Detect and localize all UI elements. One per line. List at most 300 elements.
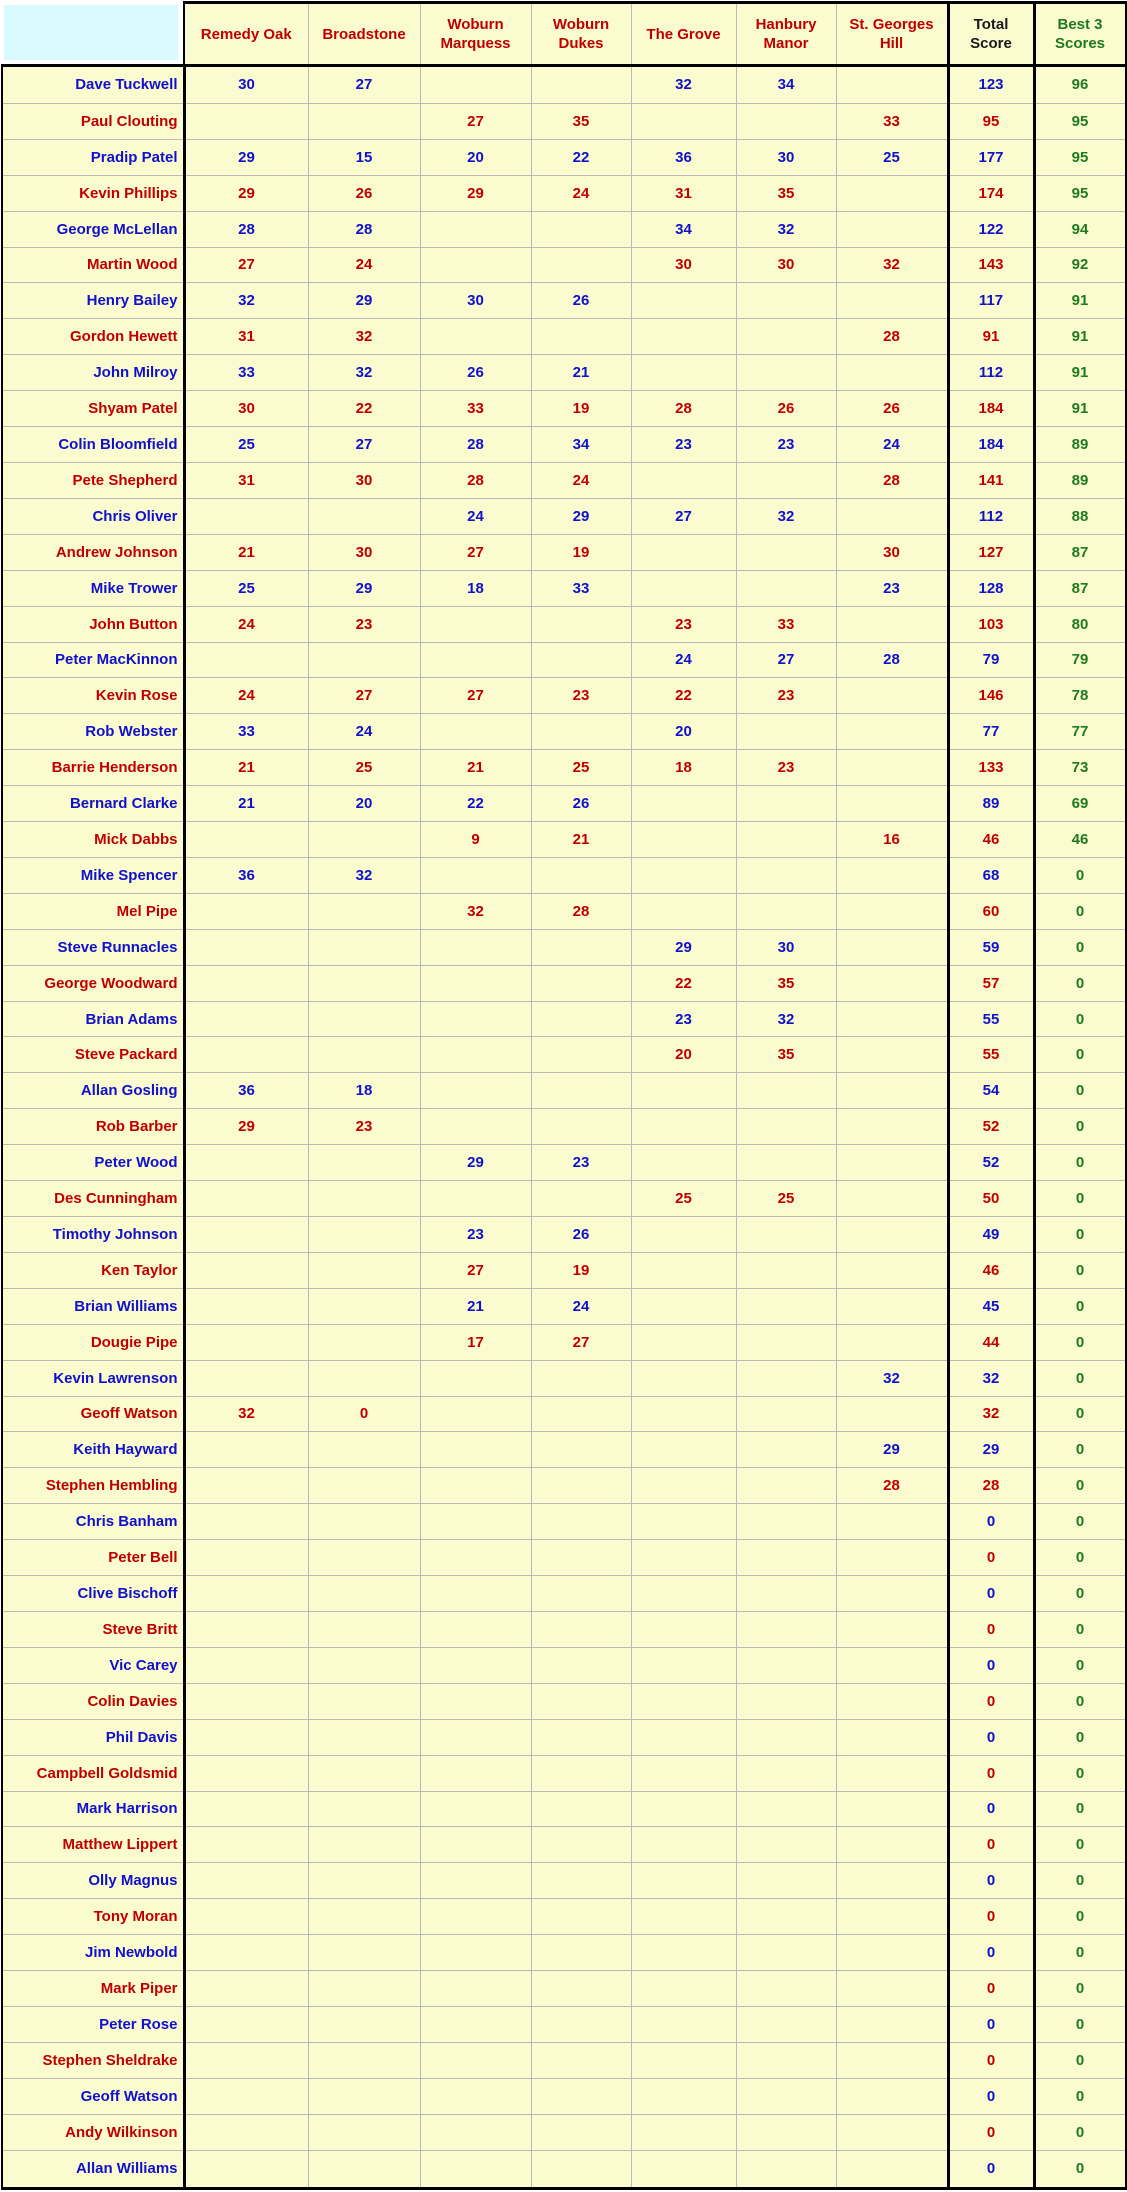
player-name-cell[interactable]: Gordon Hewett bbox=[2, 319, 184, 355]
score-cell[interactable] bbox=[184, 642, 308, 678]
score-cell[interactable]: 25 bbox=[184, 570, 308, 606]
score-cell[interactable] bbox=[308, 1899, 420, 1935]
score-cell[interactable] bbox=[308, 1432, 420, 1468]
score-cell[interactable]: 27 bbox=[308, 678, 420, 714]
best3-score-cell[interactable]: 0 bbox=[1034, 1576, 1126, 1612]
score-cell[interactable] bbox=[531, 1109, 631, 1145]
player-name-cell[interactable]: Brian Adams bbox=[2, 1001, 184, 1037]
score-cell[interactable]: 26 bbox=[308, 175, 420, 211]
best3-score-cell[interactable]: 89 bbox=[1034, 462, 1126, 498]
score-cell[interactable]: 19 bbox=[531, 534, 631, 570]
total-score-cell[interactable]: 60 bbox=[948, 893, 1034, 929]
player-name-cell[interactable]: Des Cunningham bbox=[2, 1181, 184, 1217]
score-cell[interactable] bbox=[308, 1935, 420, 1971]
score-cell[interactable] bbox=[184, 2150, 308, 2188]
score-cell[interactable] bbox=[308, 1504, 420, 1540]
best3-score-cell[interactable]: 0 bbox=[1034, 1396, 1126, 1432]
score-cell[interactable] bbox=[420, 1791, 531, 1827]
score-cell[interactable] bbox=[420, 1504, 531, 1540]
player-name-cell[interactable]: Chris Oliver bbox=[2, 498, 184, 534]
score-cell[interactable]: 29 bbox=[308, 283, 420, 319]
score-cell[interactable] bbox=[531, 714, 631, 750]
score-cell[interactable]: 23 bbox=[308, 1109, 420, 1145]
total-score-cell[interactable]: 55 bbox=[948, 1001, 1034, 1037]
score-cell[interactable]: 24 bbox=[631, 642, 736, 678]
best3-score-cell[interactable]: 0 bbox=[1034, 1073, 1126, 1109]
score-cell[interactable] bbox=[836, 1109, 948, 1145]
score-cell[interactable]: 23 bbox=[631, 606, 736, 642]
score-cell[interactable]: 27 bbox=[420, 678, 531, 714]
score-cell[interactable] bbox=[736, 2078, 836, 2114]
best3-score-cell[interactable]: 0 bbox=[1034, 893, 1126, 929]
score-cell[interactable] bbox=[308, 1181, 420, 1217]
score-cell[interactable] bbox=[836, 786, 948, 822]
total-score-cell[interactable]: 52 bbox=[948, 1145, 1034, 1181]
score-cell[interactable] bbox=[531, 1001, 631, 1037]
score-cell[interactable] bbox=[736, 1252, 836, 1288]
score-cell[interactable] bbox=[631, 893, 736, 929]
player-name-cell[interactable]: Steve Packard bbox=[2, 1037, 184, 1073]
score-cell[interactable] bbox=[308, 1540, 420, 1576]
score-cell[interactable]: 29 bbox=[308, 570, 420, 606]
best3-score-cell[interactable]: 96 bbox=[1034, 66, 1126, 104]
score-cell[interactable] bbox=[836, 1899, 948, 1935]
best3-score-cell[interactable]: 95 bbox=[1034, 103, 1126, 139]
score-cell[interactable] bbox=[531, 1647, 631, 1683]
player-name-cell[interactable]: Colin Davies bbox=[2, 1683, 184, 1719]
score-cell[interactable] bbox=[836, 1324, 948, 1360]
score-cell[interactable]: 30 bbox=[836, 534, 948, 570]
score-cell[interactable]: 28 bbox=[836, 462, 948, 498]
best3-score-cell[interactable]: 92 bbox=[1034, 247, 1126, 283]
score-cell[interactable] bbox=[836, 893, 948, 929]
score-cell[interactable]: 32 bbox=[736, 498, 836, 534]
score-cell[interactable] bbox=[420, 1935, 531, 1971]
score-cell[interactable] bbox=[736, 1540, 836, 1576]
score-cell[interactable]: 33 bbox=[184, 714, 308, 750]
total-score-cell[interactable]: 44 bbox=[948, 1324, 1034, 1360]
score-cell[interactable] bbox=[531, 1396, 631, 1432]
score-cell[interactable]: 25 bbox=[184, 427, 308, 463]
score-cell[interactable]: 31 bbox=[631, 175, 736, 211]
score-cell[interactable] bbox=[736, 283, 836, 319]
score-cell[interactable] bbox=[531, 1360, 631, 1396]
score-cell[interactable] bbox=[184, 1360, 308, 1396]
score-cell[interactable]: 20 bbox=[631, 1037, 736, 1073]
score-cell[interactable] bbox=[531, 247, 631, 283]
best3-score-cell[interactable]: 79 bbox=[1034, 642, 1126, 678]
score-cell[interactable]: 23 bbox=[531, 1145, 631, 1181]
score-cell[interactable] bbox=[836, 1863, 948, 1899]
score-cell[interactable] bbox=[631, 857, 736, 893]
score-cell[interactable]: 23 bbox=[631, 427, 736, 463]
score-cell[interactable]: 26 bbox=[420, 355, 531, 391]
best3-score-cell[interactable]: 0 bbox=[1034, 1611, 1126, 1647]
score-cell[interactable] bbox=[184, 1899, 308, 1935]
score-cell[interactable]: 32 bbox=[836, 1360, 948, 1396]
score-cell[interactable]: 31 bbox=[184, 462, 308, 498]
score-cell[interactable] bbox=[836, 1755, 948, 1791]
total-score-cell[interactable]: 0 bbox=[948, 1611, 1034, 1647]
total-score-cell[interactable]: 0 bbox=[948, 1899, 1034, 1935]
score-cell[interactable]: 26 bbox=[531, 786, 631, 822]
score-cell[interactable]: 29 bbox=[631, 929, 736, 965]
score-cell[interactable] bbox=[420, 1899, 531, 1935]
best3-score-cell[interactable]: 0 bbox=[1034, 1755, 1126, 1791]
score-cell[interactable]: 24 bbox=[308, 714, 420, 750]
player-name-cell[interactable]: Mike Spencer bbox=[2, 857, 184, 893]
score-cell[interactable] bbox=[631, 1145, 736, 1181]
score-cell[interactable] bbox=[631, 1252, 736, 1288]
score-cell[interactable]: 27 bbox=[420, 534, 531, 570]
score-cell[interactable] bbox=[836, 1217, 948, 1253]
score-cell[interactable]: 26 bbox=[531, 283, 631, 319]
total-score-cell[interactable]: 59 bbox=[948, 929, 1034, 965]
score-cell[interactable] bbox=[531, 1181, 631, 1217]
player-name-cell[interactable]: Allan Gosling bbox=[2, 1073, 184, 1109]
score-cell[interactable] bbox=[531, 1432, 631, 1468]
player-name-cell[interactable]: Stephen Hembling bbox=[2, 1468, 184, 1504]
score-cell[interactable]: 28 bbox=[420, 427, 531, 463]
score-cell[interactable] bbox=[420, 1468, 531, 1504]
score-cell[interactable] bbox=[184, 2042, 308, 2078]
total-score-cell[interactable]: 55 bbox=[948, 1037, 1034, 1073]
score-cell[interactable] bbox=[531, 1899, 631, 1935]
score-cell[interactable] bbox=[308, 1145, 420, 1181]
score-cell[interactable]: 24 bbox=[308, 247, 420, 283]
score-cell[interactable]: 24 bbox=[184, 678, 308, 714]
player-name-cell[interactable]: Geoff Watson bbox=[2, 2078, 184, 2114]
player-name-cell[interactable]: Jim Newbold bbox=[2, 1935, 184, 1971]
score-cell[interactable]: 29 bbox=[420, 1145, 531, 1181]
score-cell[interactable]: 26 bbox=[836, 391, 948, 427]
total-score-cell[interactable]: 127 bbox=[948, 534, 1034, 570]
score-cell[interactable] bbox=[308, 822, 420, 858]
best3-score-cell[interactable]: 91 bbox=[1034, 283, 1126, 319]
score-cell[interactable]: 21 bbox=[184, 534, 308, 570]
score-cell[interactable] bbox=[836, 1683, 948, 1719]
player-name-cell[interactable]: Dougie Pipe bbox=[2, 1324, 184, 1360]
score-cell[interactable] bbox=[308, 2078, 420, 2114]
score-cell[interactable] bbox=[736, 2114, 836, 2150]
score-cell[interactable] bbox=[736, 2042, 836, 2078]
best3-score-cell[interactable]: 89 bbox=[1034, 427, 1126, 463]
player-name-cell[interactable]: Rob Barber bbox=[2, 1109, 184, 1145]
score-cell[interactable]: 33 bbox=[736, 606, 836, 642]
score-cell[interactable] bbox=[736, 1683, 836, 1719]
score-cell[interactable] bbox=[736, 1432, 836, 1468]
player-name-cell[interactable]: Chris Banham bbox=[2, 1504, 184, 1540]
total-score-cell[interactable]: 0 bbox=[948, 1504, 1034, 1540]
score-cell[interactable] bbox=[420, 2006, 531, 2042]
best3-score-cell[interactable]: 0 bbox=[1034, 2114, 1126, 2150]
score-cell[interactable] bbox=[531, 642, 631, 678]
total-score-cell[interactable]: 184 bbox=[948, 427, 1034, 463]
player-name-cell[interactable]: Pradip Patel bbox=[2, 139, 184, 175]
best3-score-cell[interactable]: 0 bbox=[1034, 1468, 1126, 1504]
score-cell[interactable]: 35 bbox=[736, 175, 836, 211]
total-score-cell[interactable]: 112 bbox=[948, 355, 1034, 391]
best3-score-cell[interactable]: 0 bbox=[1034, 1109, 1126, 1145]
best3-score-cell[interactable]: 0 bbox=[1034, 1719, 1126, 1755]
column-header-best-3-scores[interactable]: Best 3 Scores bbox=[1034, 3, 1126, 66]
score-cell[interactable] bbox=[736, 1360, 836, 1396]
score-cell[interactable] bbox=[420, 1432, 531, 1468]
score-cell[interactable] bbox=[184, 929, 308, 965]
score-cell[interactable] bbox=[420, 1683, 531, 1719]
score-cell[interactable]: 33 bbox=[184, 355, 308, 391]
score-cell[interactable]: 18 bbox=[631, 750, 736, 786]
total-score-cell[interactable]: 52 bbox=[948, 1109, 1034, 1145]
score-cell[interactable]: 28 bbox=[631, 391, 736, 427]
score-cell[interactable] bbox=[836, 1288, 948, 1324]
score-cell[interactable] bbox=[631, 1935, 736, 1971]
score-cell[interactable] bbox=[836, 175, 948, 211]
best3-score-cell[interactable]: 0 bbox=[1034, 1863, 1126, 1899]
player-name-cell[interactable]: Barrie Henderson bbox=[2, 750, 184, 786]
score-cell[interactable] bbox=[184, 1540, 308, 1576]
score-cell[interactable] bbox=[836, 2006, 948, 2042]
score-cell[interactable] bbox=[184, 1504, 308, 1540]
score-cell[interactable]: 29 bbox=[420, 175, 531, 211]
score-cell[interactable] bbox=[308, 1719, 420, 1755]
score-cell[interactable] bbox=[420, 1396, 531, 1432]
player-name-cell[interactable]: Kevin Phillips bbox=[2, 175, 184, 211]
best3-score-cell[interactable]: 78 bbox=[1034, 678, 1126, 714]
total-score-cell[interactable]: 89 bbox=[948, 786, 1034, 822]
total-score-cell[interactable]: 68 bbox=[948, 857, 1034, 893]
score-cell[interactable]: 15 bbox=[308, 139, 420, 175]
score-cell[interactable] bbox=[631, 1719, 736, 1755]
total-score-cell[interactable]: 0 bbox=[948, 2078, 1034, 2114]
score-cell[interactable] bbox=[631, 1683, 736, 1719]
score-cell[interactable]: 30 bbox=[420, 283, 531, 319]
score-cell[interactable] bbox=[631, 1611, 736, 1647]
score-cell[interactable] bbox=[308, 1611, 420, 1647]
score-cell[interactable]: 27 bbox=[308, 427, 420, 463]
score-cell[interactable] bbox=[631, 283, 736, 319]
best3-score-cell[interactable]: 0 bbox=[1034, 1324, 1126, 1360]
score-cell[interactable] bbox=[420, 1647, 531, 1683]
best3-score-cell[interactable]: 0 bbox=[1034, 1647, 1126, 1683]
score-cell[interactable] bbox=[420, 606, 531, 642]
score-cell[interactable]: 22 bbox=[308, 391, 420, 427]
score-cell[interactable]: 21 bbox=[531, 822, 631, 858]
score-cell[interactable] bbox=[836, 1935, 948, 1971]
score-cell[interactable] bbox=[736, 1755, 836, 1791]
score-cell[interactable] bbox=[631, 355, 736, 391]
score-cell[interactable]: 29 bbox=[531, 498, 631, 534]
score-cell[interactable] bbox=[184, 1611, 308, 1647]
score-cell[interactable]: 32 bbox=[308, 319, 420, 355]
score-cell[interactable] bbox=[420, 211, 531, 247]
total-score-cell[interactable]: 174 bbox=[948, 175, 1034, 211]
score-cell[interactable] bbox=[420, 1719, 531, 1755]
player-name-cell[interactable]: Matthew Lippert bbox=[2, 1827, 184, 1863]
score-cell[interactable]: 30 bbox=[631, 247, 736, 283]
score-cell[interactable]: 21 bbox=[184, 750, 308, 786]
best3-score-cell[interactable]: 0 bbox=[1034, 1827, 1126, 1863]
score-cell[interactable] bbox=[308, 1647, 420, 1683]
score-cell[interactable] bbox=[184, 2114, 308, 2150]
score-cell[interactable]: 22 bbox=[631, 678, 736, 714]
player-name-cell[interactable]: Phil Davis bbox=[2, 1719, 184, 1755]
score-cell[interactable] bbox=[308, 1468, 420, 1504]
score-cell[interactable]: 25 bbox=[308, 750, 420, 786]
score-cell[interactable]: 27 bbox=[184, 247, 308, 283]
score-cell[interactable] bbox=[631, 1324, 736, 1360]
score-cell[interactable] bbox=[308, 1360, 420, 1396]
score-cell[interactable] bbox=[836, 1252, 948, 1288]
score-cell[interactable] bbox=[531, 1683, 631, 1719]
score-cell[interactable]: 34 bbox=[736, 66, 836, 104]
player-name-cell[interactable]: Shyam Patel bbox=[2, 391, 184, 427]
score-cell[interactable] bbox=[531, 857, 631, 893]
total-score-cell[interactable]: 117 bbox=[948, 283, 1034, 319]
score-cell[interactable]: 27 bbox=[420, 103, 531, 139]
score-cell[interactable] bbox=[631, 1827, 736, 1863]
total-score-cell[interactable]: 57 bbox=[948, 965, 1034, 1001]
score-cell[interactable] bbox=[836, 1396, 948, 1432]
score-cell[interactable] bbox=[184, 1252, 308, 1288]
score-cell[interactable] bbox=[836, 355, 948, 391]
score-cell[interactable] bbox=[631, 1576, 736, 1612]
score-cell[interactable]: 19 bbox=[531, 1252, 631, 1288]
total-score-cell[interactable]: 0 bbox=[948, 1863, 1034, 1899]
score-cell[interactable]: 36 bbox=[184, 1073, 308, 1109]
player-name-cell[interactable]: Kevin Rose bbox=[2, 678, 184, 714]
score-cell[interactable] bbox=[836, 1827, 948, 1863]
score-cell[interactable] bbox=[184, 1324, 308, 1360]
score-cell[interactable]: 30 bbox=[184, 391, 308, 427]
player-name-cell[interactable]: Mike Trower bbox=[2, 570, 184, 606]
score-cell[interactable] bbox=[308, 1252, 420, 1288]
score-cell[interactable]: 21 bbox=[420, 750, 531, 786]
score-cell[interactable] bbox=[531, 1827, 631, 1863]
player-name-cell[interactable]: John Button bbox=[2, 606, 184, 642]
total-score-cell[interactable]: 0 bbox=[948, 1971, 1034, 2007]
score-cell[interactable] bbox=[420, 714, 531, 750]
score-cell[interactable]: 27 bbox=[420, 1252, 531, 1288]
score-cell[interactable]: 29 bbox=[184, 139, 308, 175]
score-cell[interactable] bbox=[631, 2042, 736, 2078]
player-name-cell[interactable]: Mick Dabbs bbox=[2, 822, 184, 858]
best3-score-cell[interactable]: 95 bbox=[1034, 175, 1126, 211]
score-cell[interactable]: 36 bbox=[184, 857, 308, 893]
score-cell[interactable] bbox=[184, 1971, 308, 2007]
total-score-cell[interactable]: 184 bbox=[948, 391, 1034, 427]
score-cell[interactable]: 31 bbox=[184, 319, 308, 355]
score-cell[interactable]: 32 bbox=[308, 857, 420, 893]
score-cell[interactable] bbox=[631, 1396, 736, 1432]
score-cell[interactable] bbox=[836, 1611, 948, 1647]
score-cell[interactable] bbox=[631, 534, 736, 570]
score-cell[interactable] bbox=[531, 1971, 631, 2007]
score-cell[interactable] bbox=[736, 1109, 836, 1145]
player-name-cell[interactable]: Kevin Lawrenson bbox=[2, 1360, 184, 1396]
score-cell[interactable] bbox=[836, 2150, 948, 2188]
total-score-cell[interactable]: 28 bbox=[948, 1468, 1034, 1504]
total-score-cell[interactable]: 32 bbox=[948, 1360, 1034, 1396]
score-cell[interactable]: 23 bbox=[531, 678, 631, 714]
score-cell[interactable]: 22 bbox=[531, 139, 631, 175]
score-cell[interactable]: 23 bbox=[420, 1217, 531, 1253]
column-header-st-georges-hill[interactable]: St. Georges Hill bbox=[836, 3, 948, 66]
score-cell[interactable]: 28 bbox=[184, 211, 308, 247]
best3-score-cell[interactable]: 0 bbox=[1034, 1037, 1126, 1073]
score-cell[interactable]: 22 bbox=[420, 786, 531, 822]
score-cell[interactable]: 24 bbox=[420, 498, 531, 534]
score-cell[interactable] bbox=[420, 1755, 531, 1791]
score-cell[interactable] bbox=[420, 1037, 531, 1073]
score-cell[interactable] bbox=[184, 2006, 308, 2042]
score-cell[interactable] bbox=[736, 2150, 836, 2188]
best3-score-cell[interactable]: 0 bbox=[1034, 2006, 1126, 2042]
score-cell[interactable]: 35 bbox=[736, 965, 836, 1001]
best3-score-cell[interactable]: 0 bbox=[1034, 1360, 1126, 1396]
score-cell[interactable] bbox=[308, 1755, 420, 1791]
score-cell[interactable] bbox=[631, 1504, 736, 1540]
score-cell[interactable] bbox=[736, 1827, 836, 1863]
score-cell[interactable] bbox=[308, 642, 420, 678]
score-cell[interactable]: 27 bbox=[531, 1324, 631, 1360]
score-cell[interactable] bbox=[836, 857, 948, 893]
best3-score-cell[interactable]: 46 bbox=[1034, 822, 1126, 858]
score-cell[interactable] bbox=[308, 1863, 420, 1899]
best3-score-cell[interactable]: 94 bbox=[1034, 211, 1126, 247]
best3-score-cell[interactable]: 73 bbox=[1034, 750, 1126, 786]
score-cell[interactable] bbox=[736, 2006, 836, 2042]
column-header-woburn-dukes[interactable]: Woburn Dukes bbox=[531, 3, 631, 66]
score-cell[interactable]: 34 bbox=[631, 211, 736, 247]
score-cell[interactable] bbox=[420, 2078, 531, 2114]
score-cell[interactable]: 27 bbox=[631, 498, 736, 534]
score-cell[interactable] bbox=[308, 2042, 420, 2078]
player-name-cell[interactable]: Pete Shepherd bbox=[2, 462, 184, 498]
score-cell[interactable] bbox=[736, 822, 836, 858]
score-cell[interactable] bbox=[736, 714, 836, 750]
score-cell[interactable] bbox=[836, 1576, 948, 1612]
score-cell[interactable]: 29 bbox=[836, 1432, 948, 1468]
best3-score-cell[interactable]: 0 bbox=[1034, 1217, 1126, 1253]
score-cell[interactable]: 25 bbox=[631, 1181, 736, 1217]
score-cell[interactable] bbox=[184, 1576, 308, 1612]
player-name-cell[interactable]: John Milroy bbox=[2, 355, 184, 391]
best3-score-cell[interactable]: 0 bbox=[1034, 929, 1126, 965]
score-cell[interactable] bbox=[736, 1611, 836, 1647]
score-cell[interactable] bbox=[184, 1827, 308, 1863]
score-cell[interactable] bbox=[531, 1468, 631, 1504]
player-name-cell[interactable]: George McLellan bbox=[2, 211, 184, 247]
score-cell[interactable] bbox=[184, 1863, 308, 1899]
score-cell[interactable] bbox=[531, 1037, 631, 1073]
score-cell[interactable] bbox=[420, 1181, 531, 1217]
score-cell[interactable] bbox=[531, 66, 631, 104]
score-cell[interactable]: 25 bbox=[736, 1181, 836, 1217]
score-cell[interactable]: 26 bbox=[531, 1217, 631, 1253]
score-cell[interactable] bbox=[420, 1360, 531, 1396]
score-cell[interactable] bbox=[736, 1073, 836, 1109]
score-cell[interactable]: 21 bbox=[184, 786, 308, 822]
score-cell[interactable] bbox=[420, 1576, 531, 1612]
score-cell[interactable] bbox=[631, 1791, 736, 1827]
score-cell[interactable] bbox=[308, 2150, 420, 2188]
total-score-cell[interactable]: 32 bbox=[948, 1396, 1034, 1432]
total-score-cell[interactable]: 0 bbox=[948, 1935, 1034, 1971]
total-score-cell[interactable]: 0 bbox=[948, 1827, 1034, 1863]
score-cell[interactable] bbox=[531, 1504, 631, 1540]
total-score-cell[interactable]: 95 bbox=[948, 103, 1034, 139]
